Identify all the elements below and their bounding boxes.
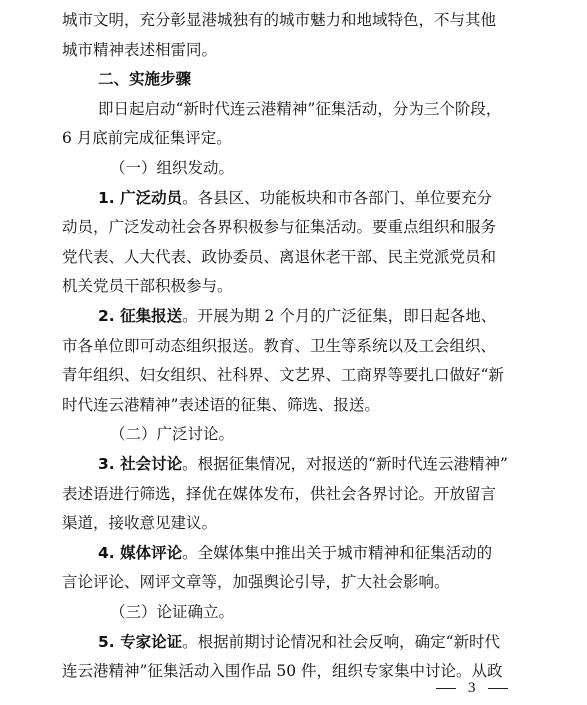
footer-dash-right [488,688,508,689]
line-text: 青年组织、妇女组织、社科界、文艺界、工商界等要扎口做好“新 [62,366,504,385]
item-title: 5. 专家论证 [98,632,183,651]
body-line [110,598,528,626]
body-line [62,272,524,300]
line-text: 市各单位即可动态组织报送。教育、卫生等系统以及工会组织、 [62,336,497,355]
body-line [98,184,528,212]
body-line [62,509,524,537]
body-line [110,154,528,182]
item-title: 二、实施步骤 [98,70,192,89]
body-line [62,124,524,152]
line-text: 言论评论、网评文章等，加强舆论引导，扩大社会影响。 [62,573,450,592]
section-heading [98,65,528,93]
body-line [62,361,524,389]
line-text: 时代连云港精神”表述语的征集、筛选、报送。 [62,395,380,414]
item-title: 3. 社会讨论 [98,455,183,473]
line-text: 城市精神表述相雷同。 [62,40,218,59]
body-line [62,36,524,64]
body-line [98,95,528,123]
line-text: 6 月底前完成征集评定。 [62,129,232,148]
line-text: 即日起启动“新时代连云港精神”征集活动，分为三个阶段， [98,99,502,118]
body-line [98,302,528,330]
line-text: （一）组织发动。 [110,159,235,177]
line-text: 渠道，接收意见建议。 [62,514,218,533]
footer-dash-left [436,688,456,689]
body-line [62,657,524,685]
body-line [62,213,524,241]
line-text: （三）论证确立。 [110,603,235,621]
line-text: 。根据前期讨论情况和社会反响，确定“新时代 [182,632,501,651]
body-line [62,6,524,34]
line-text: 城市文明，充分彰显港城独有的城市魅力和地域特色，不与其他 [62,11,497,29]
body-line [98,450,528,478]
item-title: 4. 媒体评论 [98,543,183,562]
line-text: 。开展为期 2 个月的广泛征集，即日起各地、 [182,307,497,325]
line-text: 党代表、人大代表、政协委员、离退休老干部、民主党派党员和 [62,247,497,266]
line-text: 。根据征集情况，对报送的“新时代连云港精神” [182,455,508,473]
page-number: 3 [468,680,476,696]
line-text: 。全媒体集中推出关于城市精神和征集活动的 [182,543,493,562]
line-text: 连云港精神”征集活动入围作品 50 件，组织专家集中讨论。从政 [62,662,503,681]
line-text: 机关党员干部积极参与。 [62,277,233,296]
item-title: 1. 广泛动员 [98,188,183,207]
body-line [62,480,524,508]
line-text: （二）广泛讨论。 [110,425,235,444]
line-text: 表述语进行筛选，择优在媒体发布，供社会各界讨论。开放留言 [62,484,497,503]
line-text: 。各县区、功能板块和市各部门、单位要充分 [182,188,493,207]
line-text: 动员，广泛发动社会各界积极参与征集活动。要重点组织和服务 [62,218,497,237]
body-line [62,568,524,596]
item-title: 2. 征集报送 [98,307,183,325]
body-line [110,420,528,448]
body-line [62,332,524,360]
body-line [62,243,524,271]
body-line [98,628,528,656]
body-line [62,391,524,419]
body-line [98,539,528,567]
